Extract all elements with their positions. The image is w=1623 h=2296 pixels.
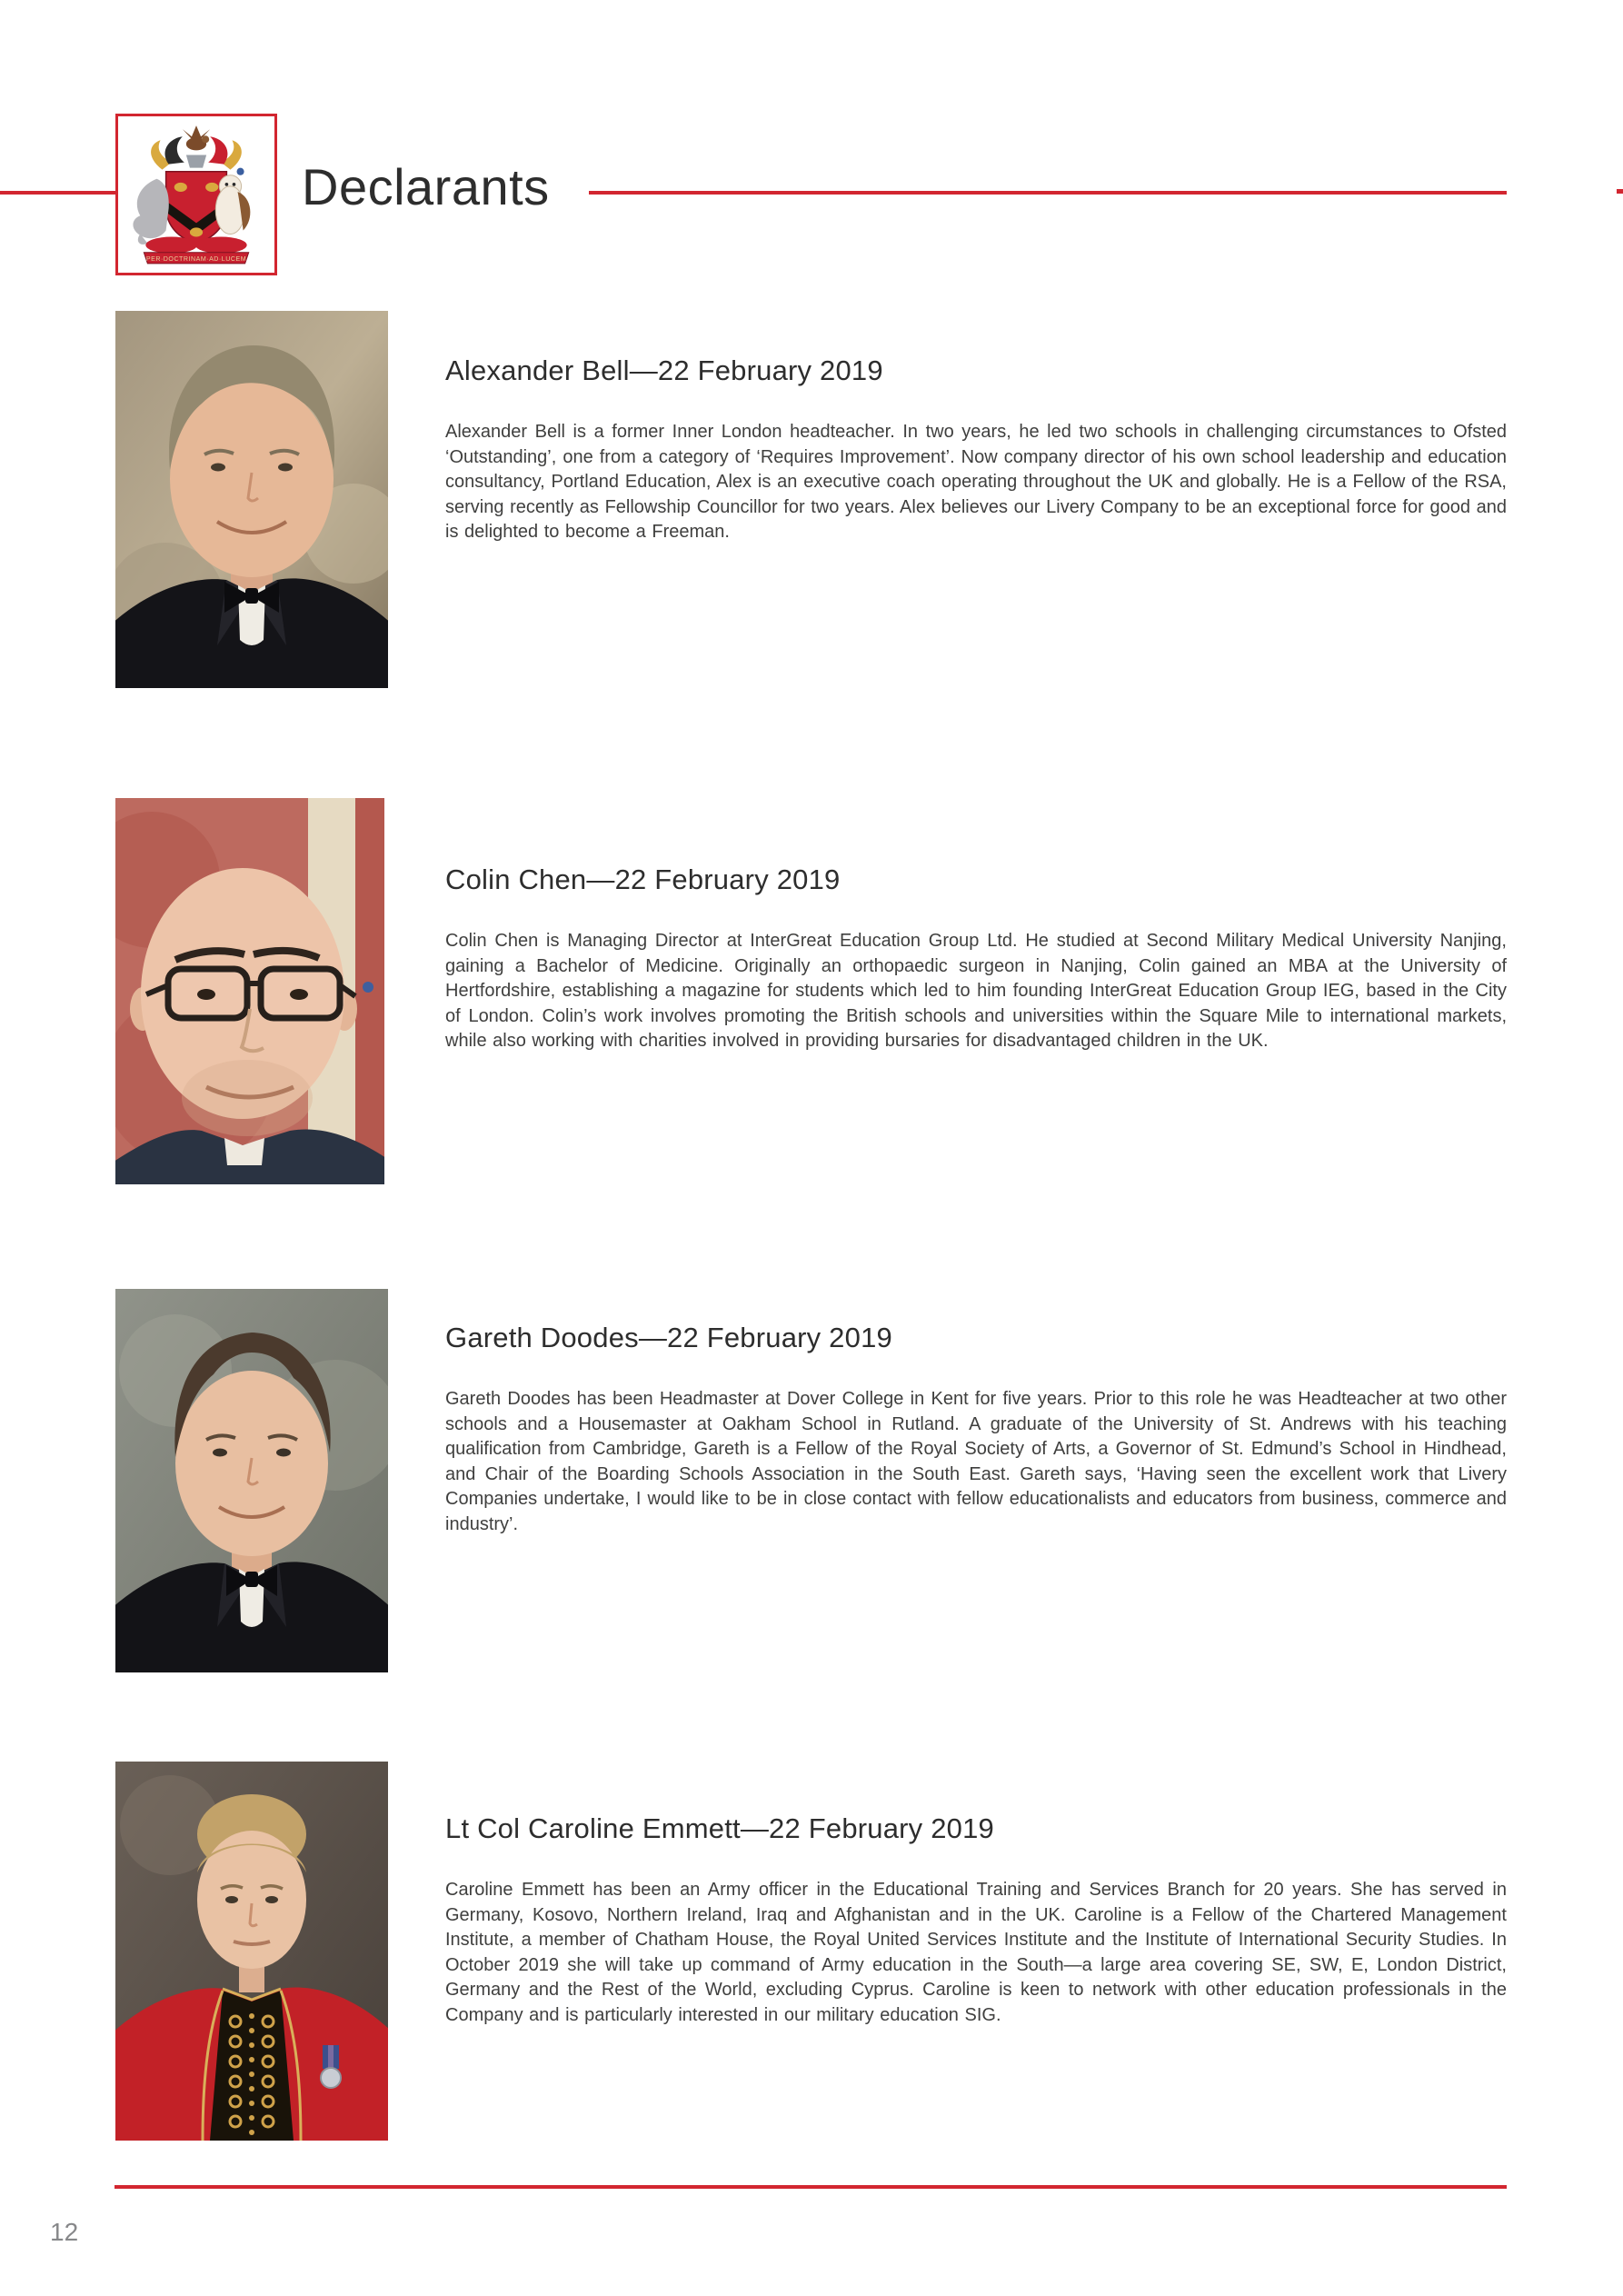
portrait-caroline-emmett [115, 1762, 388, 2141]
entry-heading: Alexander Bell—22 February 2019 [445, 354, 883, 386]
header-rule-right [589, 191, 1507, 195]
crest-motto: PER·DOCTRINAM·AD·LUCEM [145, 255, 247, 263]
header-rule-left [0, 191, 115, 195]
photo-gareth-doodes [115, 1289, 388, 1672]
entry-body: Alexander Bell is a former Inner London headteacher. In two years, he led two schools in challenging circumstances to Ofsted ‘Outstanding’, one from a category of ‘Requires Improvement’. Now company director of his own school leadership and education consultancy, Portland Education, Alex is an executive coach operating throughout the UK and globally. He is a Fellow of the RSA, serving recently as Fellowship Councillor for two years. Alex believes our Livery Company to be an exceptional force for good and is delighted to become a Freeman. [445, 422, 1507, 542]
entry-body: Colin Chen is Managing Director at InterGreat Education Group Ltd. He studied at Second Military Medical University Nanjing, gaining a Bachelor of Medicine. Originally an orthopaedic surgeon in Nanjing, Colin gained an MBA at the University of Hertfordshire, establishing a magazine for students which led to him founding InterGreat Education Group IEG, based in the City of London. Colin’s work involves promoting the British schools and universities within the Square Mile to international markets, while also working with charities involved in providing bursaries for disadvantaged children in the UK. [445, 931, 1507, 1051]
entry-alexander-bell [445, 353, 1507, 545]
entry-body: Caroline Emmett has been an Army officer in the Educational Training and Services Branch for 20 years. She has served in Germany, Kosovo, Northern Ireland, Iraq and Afghanistan and in the UK. Caroline is a Fellow of the Chartered Management Institute, a member of Chatham House, the Royal United Services Institute and the Institute of International Security Studies. In October 2019 she will take up command of Army education in the South—a large area covering SE, SW, E, London District, Germany and the Rest of the World, excluding Cyprus. Caroline is keen to network with other education professionals in the Company and is particularly interested in our military education SIG. [445, 1880, 1507, 2025]
portrait-colin-chen [115, 798, 384, 1184]
page-title: Declarants [302, 158, 550, 215]
entry-caroline-emmett [445, 1811, 1507, 2028]
entry-gareth-doodes [445, 1320, 1507, 1537]
entry-heading: Gareth Doodes—22 February 2019 [445, 1322, 892, 1353]
entry-body: Gareth Doodes has been Headmaster at Dover College in Kent for five years. Prior to this role he was Headteacher at two other schools and a Housemaster at Oakham School in Rutland. A graduate of the University of St. Andrews with his teaching qualification from Cambridge, Gareth is a Fellow of the Royal Society of Arts, a Governor of St. Edmund’s School in Hindhead, and Chair of the Boarding Schools Association in the South East. Gareth says, ‘Having seen the excellent work that Livery Companies undertake, I would like to be in close contact with fellow educationalists and educators from business, commerce and industry’. [445, 1389, 1507, 1534]
page-edge-tick [1617, 189, 1623, 194]
entry-colin-chen [445, 862, 1507, 1054]
company-crest-image [118, 116, 274, 273]
photo-colin-chen [115, 798, 384, 1184]
portrait-gareth-doodes [115, 1289, 388, 1672]
crest-box [115, 114, 277, 275]
page-number: 12 [50, 2218, 79, 2246]
entry-heading: Colin Chen—22 February 2019 [445, 863, 841, 895]
photo-alexander-bell [115, 311, 388, 688]
footer-rule [115, 2185, 1507, 2189]
entry-heading: Lt Col Caroline Emmett—22 February 2019 [445, 1812, 994, 1844]
photo-caroline-emmett [115, 1762, 388, 2141]
portrait-alexander-bell [115, 311, 388, 688]
